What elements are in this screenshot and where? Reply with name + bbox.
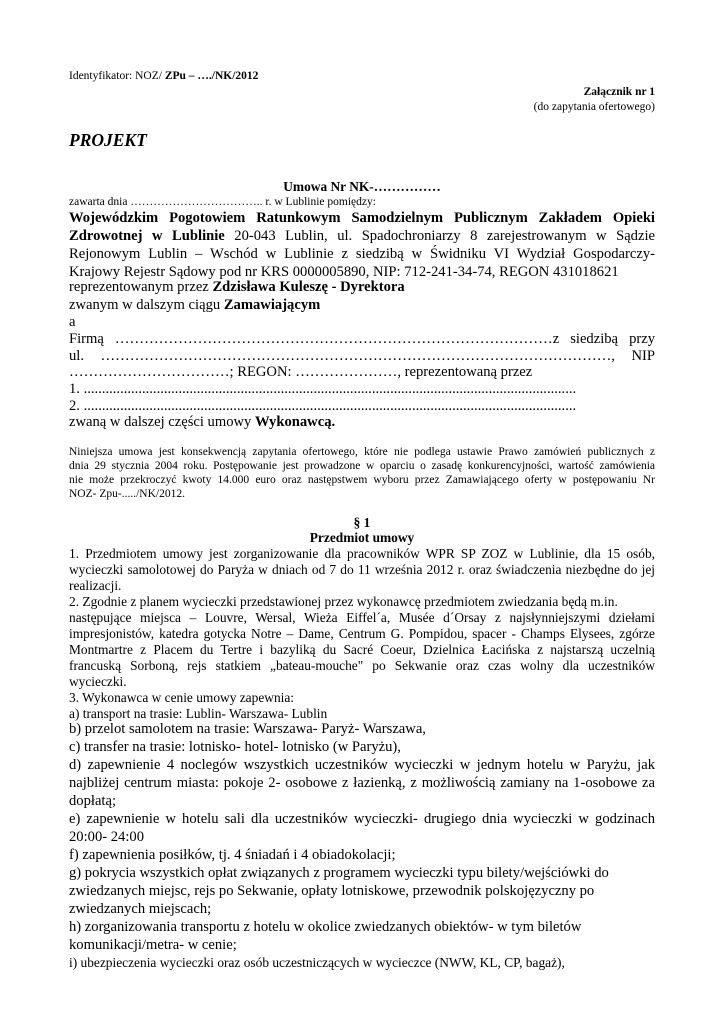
- party1-role: [69, 297, 320, 314]
- section-number: § 1: [353, 515, 371, 530]
- item-h-line1: h) zorganizowania transportu z hotelu w okolice zwiedzanych obiektów- w tym biletów: [69, 919, 582, 935]
- point1-line3: realizacji.: [69, 578, 122, 593]
- representative-name: Zdzisława Kuleszę - Dyrektora: [212, 279, 405, 295]
- firm-line: Firmą ………………………………………………………………………………z siedzibą przy: [69, 331, 655, 347]
- item-f: f) zapewnienia posiłków, tj. 4 śniadań i 4 obiadokolacji;: [69, 847, 396, 863]
- party2-role: [69, 414, 335, 431]
- representative-2: 2. .......................................................................................................................................: [69, 398, 577, 414]
- item-d-line1: d) zapewnienie 4 noclegów wszystkich uczestników wycieczki w jednym hotelu w Paryżu, jak: [69, 757, 655, 773]
- point3-intro: 3. Wykonawca w cenie umowy zapewnia:: [69, 690, 295, 705]
- draft-label: PROJEKT: [69, 130, 147, 150]
- item-d-line2: najbliżej centrum miasta: pokoje 2- osobowe z łazienką, z możliwością zamiany na 1-osobowe za: [69, 775, 655, 791]
- item-g-line1: g) pokrycia wszystkich opłat związanych z programem wycieczki typu bilety/wejściówki do: [69, 865, 609, 881]
- item-c: c) transfer na trasie: lotnisko- hotel- lotnisko (w Paryżu),: [69, 739, 401, 755]
- item-e-line1: e) zapewnienie w hotelu sali dla uczestników wycieczki- drugiego dnia wycieczki w godzinach: [69, 811, 655, 827]
- notice-line3: nie może przekroczyć kwoty 14.000 euro oraz następstwem wyboru przez Zamawiającego oferty w postępowaniu Nr: [69, 474, 655, 486]
- concluded-line: zawarta dnia …………………………….. r. w Lublinie pomiędzy:: [69, 196, 376, 208]
- point2-line1: 2. Zgodnie z planem wycieczki przedstawionej przez wykonawcę przedmiotem zwiedzania będą m.in.: [69, 594, 618, 609]
- called-text: zwanym w dalszym ciągu: [69, 297, 224, 313]
- party1-line2: [69, 228, 655, 245]
- party1-line3: Rejonowym Lublin – Wschód w Lublinie z siedzibą w Świdniku VI Wydział Gospodarczy-: [69, 246, 655, 262]
- point2-line5: francuską Sorboną, rejs statkiem „bateau-mouche" po Sekwanie oraz czas wolny dla uczestników: [69, 658, 655, 673]
- point1-line2: wycieczki samolotowej do Paryża w dniach od 7 do 11 września 2012 r. oraz świadczenia niezbędne do jej: [69, 562, 655, 577]
- attachment-label: Załącznik nr 1: [583, 86, 655, 98]
- contract-title: Umowa Nr NK-……………: [283, 179, 441, 194]
- party1-line1: Wojewódzkim Pogotowiem Ratunkowym Samodzielnym Publicznym Zakładem Opieki: [69, 210, 655, 226]
- represented-by-text: reprezentowanym przez: [69, 279, 213, 295]
- party1-line4: Krajowy Rejestr Sądowy pod nr KRS 0000005890, NIP: 712-241-34-74, REGON 431018621: [69, 264, 619, 280]
- notice-line1: Niniejsza umowa jest konsekwencją zapytania ofertowego, które nie podlega ustawie Prawo zamówień publicznych z: [69, 446, 655, 458]
- section-title: Przedmiot umowy: [309, 530, 415, 545]
- point2-line6: wycieczki.: [69, 674, 127, 689]
- item-e-line2: 20:00- 24:00: [69, 829, 144, 845]
- and-word: a: [69, 314, 76, 330]
- item-h-line2: komunikacji/metra- w cenie;: [69, 937, 237, 953]
- party1-representative: [69, 279, 405, 296]
- point2-line4: Montmartre z Placem du Tertre i bazyliką du Sacré Coeur, Dzielnica Łacińska z najstarszą uczelnią: [69, 642, 655, 657]
- called-text-2: zwaną w dalszej części umowy: [69, 414, 255, 430]
- party1-address: 20-043 Lublin, ul. Spadochroniarzy 8 zarejestrowanym w Sądzie: [224, 228, 655, 244]
- item-d-line3: dopłatą;: [69, 793, 117, 809]
- item-g-line2: zwiedzanych miejsc, rejs po Sekwanie, opłaty lotniskowe, przewodnik polskojęzyczny po: [69, 883, 595, 899]
- representative-1: 1. .......................................................................................................................................: [69, 381, 577, 397]
- regon-line: ……………………………; REGON: …………………, reprezentowaną przez: [69, 364, 533, 380]
- identifier-prefix: Identyfikator: NOZ/: [69, 70, 165, 82]
- item-g-line3: zwiedzanych miejscach;: [69, 901, 212, 917]
- item-a: a) transport na trasie: Lublin- Warszawa- Lublin: [69, 706, 328, 721]
- identifier-number: ZPu – …./NK/2012: [164, 70, 259, 82]
- notice-line2: dnia 29 stycznia 2004 roku. Postępowanie jest prowadzone w oparciu o zasadę konkurencyjności, wartość zamówienia: [69, 460, 655, 472]
- attachment-note: (do zapytania ofertowego): [533, 101, 655, 113]
- point1-line1: 1. Przedmiotem umowy jest zorganizowanie dla pracowników WPR SP ZOZ w Lublinie, dla 15 osób,: [69, 546, 655, 561]
- item-i: i) ubezpieczenia wycieczki oraz osób uczestniczących w wycieczce (NWW, KL, CP, bagaż),: [69, 955, 565, 970]
- notice-line4: NOZ- Zpu-...../NK/2012.: [69, 488, 185, 500]
- point2-line2: następujące miejsca – Louvre, Wersal, Wieża Eiffel´a, Musée d´Orsay z najsłynniejszymi dziełami: [69, 610, 655, 625]
- item-b: b) przelot samolotem na trasie: Warszawa- Paryż- Warszawa,: [69, 721, 426, 737]
- document-identifier: [69, 70, 258, 82]
- party1-name-end: Zdrowotnej w Lublinie: [69, 228, 225, 244]
- street-line: ul. ……………………………………………………………………………………………, NIP: [69, 348, 655, 364]
- ordering-party-label: Zamawiającym: [223, 297, 321, 313]
- contractor-label: Wykonawcą.: [255, 414, 336, 430]
- point2-line3: impresjonistów, katedra gotycka Notre – Dame, Centrum G. Pompidou, spacer - Champs Elysees, zgórze: [69, 626, 655, 641]
